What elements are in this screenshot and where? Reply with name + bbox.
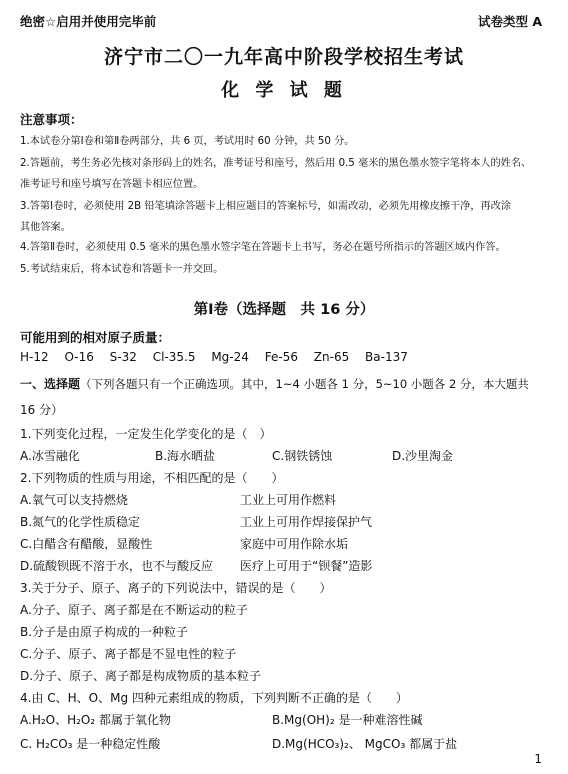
atomic-mass-item: H-12 [20,350,49,364]
atomic-mass-item: Ba-137 [365,350,408,364]
q2-option-c: C.白醋含有醋酸，显酸性 [20,537,153,551]
q4-option-c: C. H₂CO₃ 是一种稳定性酸 [20,737,161,751]
part1-desc: （下列各题只有一个正确选项。其中，1~4 小题各 1 分，5~10 小题各 2 分，本大题共 [80,377,529,391]
confidential-label: 绝密☆启用并使用完毕前 [20,14,157,29]
atomic-mass-item: Fe-56 [264,350,298,364]
q3-option-b: B.分子是由原子构成的一种粒子 [20,625,189,639]
q2-option-b: B.氮气的化学性质稳定 [20,515,141,529]
page-number: 1 [534,752,542,766]
note-line: 其他答案。 [20,222,71,233]
q2-use-d: 医疗上可用于“钡餐”造影 [240,559,373,573]
q3-option-a: A.分子、原子、离子都是在不断运动的粒子 [20,603,248,617]
q4-option-b: B.Mg(OH)₂ 是一种难溶性碱 [272,713,423,727]
section-heading: 第Ⅰ卷（选择题 共 16 分） [193,302,375,318]
atomic-mass-item: Zn-65 [313,350,350,364]
q1-option-a: A.冰雪融化 [20,449,80,463]
q1-option-d: D.沙里淘金 [392,449,454,463]
q3-option-d: D.分子、原子、离子都是构成物质的基本粒子 [20,669,262,683]
atomic-mass-heading: 可能用到的相对原子质量： [20,330,171,345]
atomic-mass-item: Cl-35.5 [152,350,196,364]
atomic-mass-item: O-16 [64,350,94,364]
note-line: 1.本试卷分第Ⅰ卷和第Ⅱ卷两部分，共 6 页，考试用时 60 分钟，共 50 分。 [20,136,355,147]
note-line: 3.答第Ⅰ卷时，必须使用 2B 铅笔填涂答题卡上相应题目的答案标号，如需改动，必须先用橡皮擦干净，再改涂 [20,201,512,212]
atomic-mass-item: Mg-24 [211,350,249,364]
q4-stem: 4.由 C、H、O、Mg 四种元素组成的物质，下列判断不正确的是（ ） [20,691,408,705]
q2-option-d: D.硫酸钡既不溶于水，也不与酸反应 [20,559,214,573]
q4-option-d: D.Mg(HCO₃)₂、 MgCO₃ 都属于盐 [272,737,458,751]
part1-desc-cont: 16 分） [20,403,64,417]
q1-option-b: B.海水晒盐 [155,449,216,463]
exam-title: 济宁市二〇一九年高中阶段学校招生考试 [103,46,464,68]
paper-type-label: 试卷类型 A [477,14,542,29]
atomic-mass-item: S-32 [109,350,137,364]
note-line: 2.答题前，考生务必先核对条形码上的姓名，准考证号和座号，然后用 0.5 毫米的黑色墨水签字笔将本人的姓名、 [20,158,532,169]
note-line: 准考证号和座号填写在答题卡相应位置。 [20,179,204,190]
q1-stem: 1.下列变化过程，一定发生化学变化的是（ ） [20,427,272,441]
part1-intro [20,375,529,392]
part1-label: 一、选择题 [20,377,81,391]
q2-use-c: 家庭中可用作除水垢 [240,537,349,551]
note-line: 4.答第Ⅱ卷时，必须使用 0.5 毫米的黑色墨水签字笔在答题卡上书写，务必在题号所指示的答题区域内作答。 [20,242,506,253]
note-line: 5.考试结束后，将本试卷和答题卡一并交回。 [20,264,224,275]
q2-use-a: 工业上可用作燃料 [240,493,337,507]
notes-heading: 注意事项： [20,112,83,127]
q3-stem: 3.关于分子、原子、离子的下列说法中，错误的是（ ） [20,581,332,595]
q2-option-a: A.氧气可以支持燃烧 [20,493,128,507]
atomic-mass-list [20,350,420,364]
q1-option-c: C.钢铁锈蚀 [272,449,333,463]
q2-use-b: 工业上可用作焊接保护气 [240,515,373,529]
q3-option-c: C.分子、原子、离子都是不显电性的粒子 [20,647,237,661]
subject-title: 化 学 试 题 [221,80,347,101]
q4-option-a: A.H₂O、H₂O₂ 都属于氧化物 [20,713,171,727]
q2-stem: 2.下列物质的性质与用途，不相匹配的是（ ） [20,471,284,485]
